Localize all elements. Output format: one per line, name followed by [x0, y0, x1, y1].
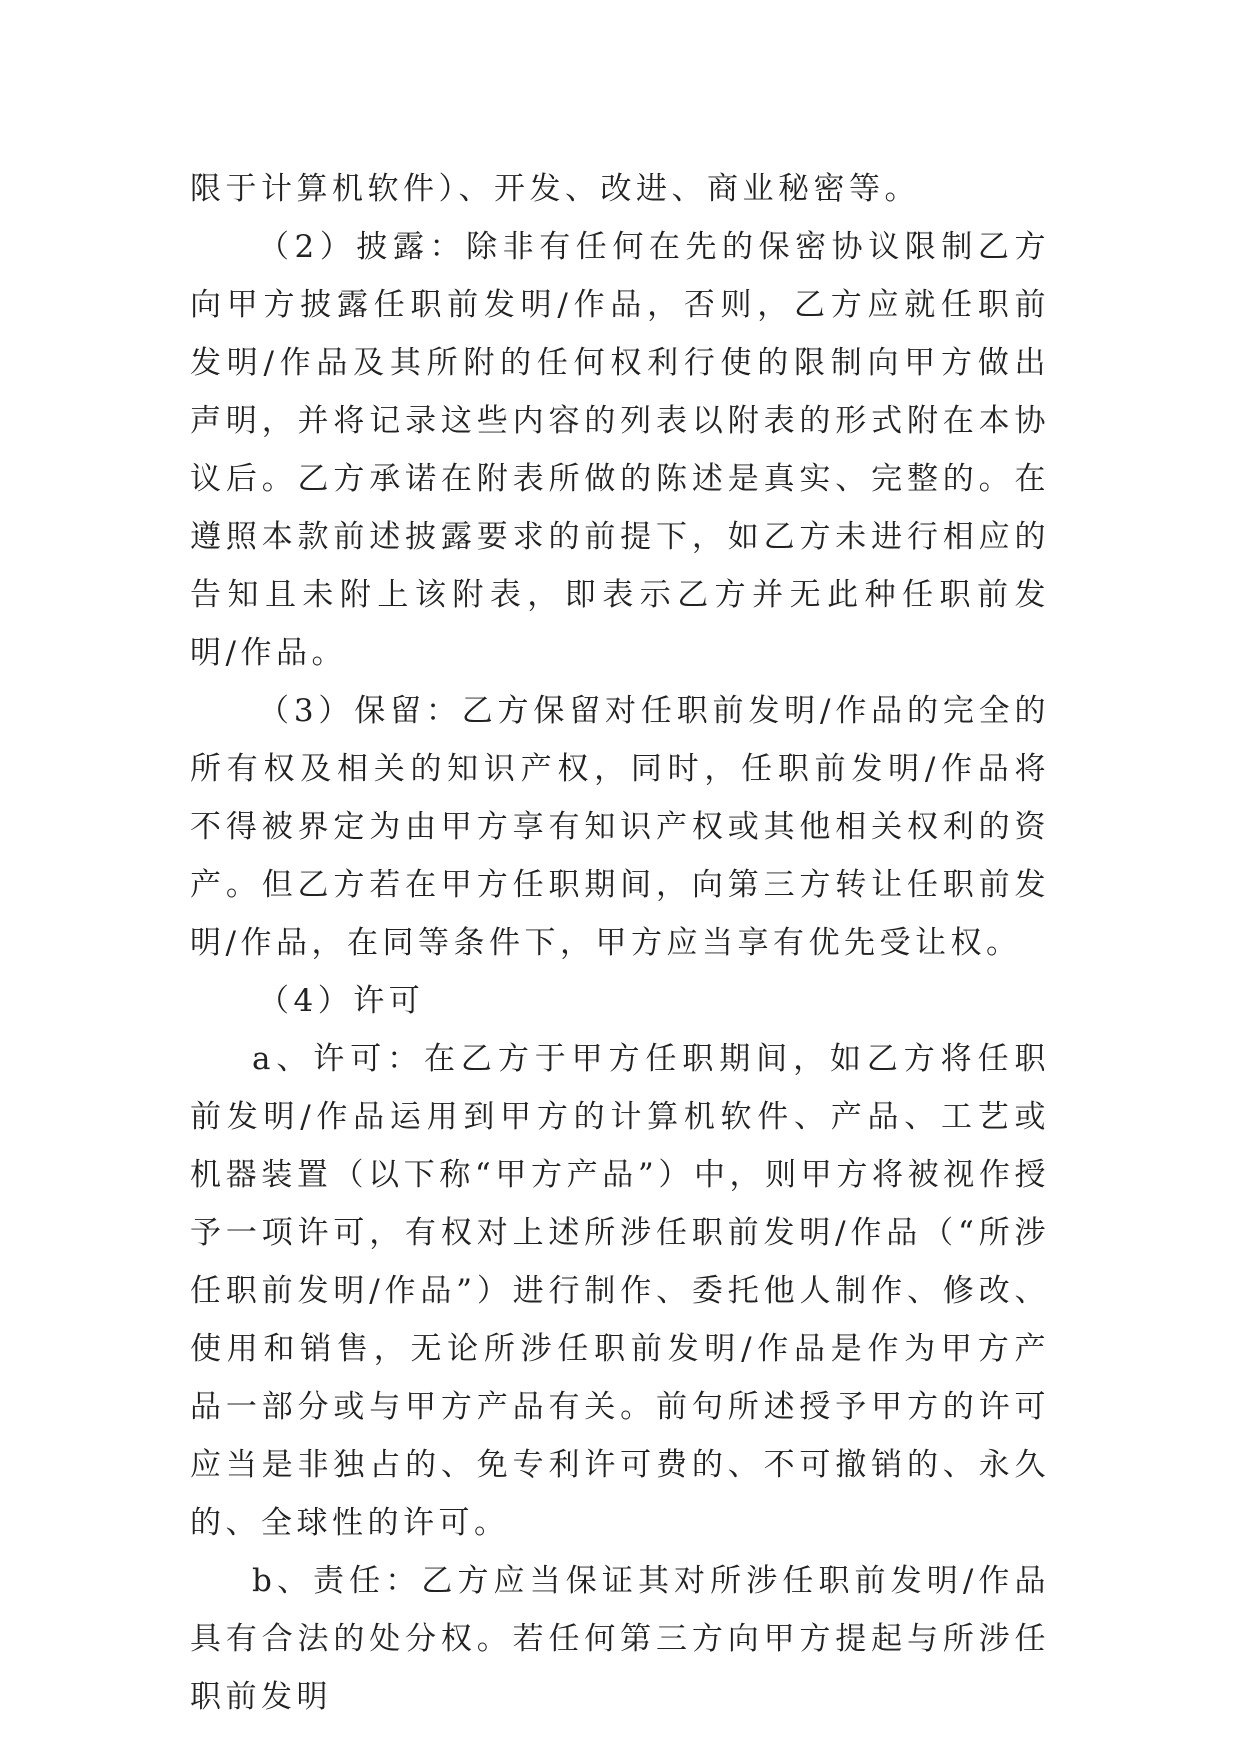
- paragraph-disclosure: （2）披露：除非有任何在先的保密协议限制乙方向甲方披露任职前发明/作品，否则，乙方应就任职前发明/作品及其所附的任何权利行使的限制向甲方做出声明，并将记录这些内容的列表以附表的形式附在本协议后。乙方承诺在附表所做的陈述是真实、完整的。在遵照本款前述披露要求的前提下，如乙方未进行相应的告知且未附上该附表，即表示乙方并无此种任职前发明/作品。: [190, 229, 1050, 671]
- paragraph-continuation: 限于计算机软件）、开发、改进、商业秘密等。: [190, 171, 920, 207]
- paragraph-license-grant: a、许可：在乙方于甲方任职期间，如乙方将任职前发明/作品运用到甲方的计算机软件、产品、工艺或机器装置（以下称“甲方产品”）中，则甲方将被视作授予一项许可，有权对上述所涉任职前发明/作品（“所涉任职前发明/作品”）进行制作、委托他人制作、修改、使用和销售，无论所涉任职前发明/作品是作为甲方产品一部分或与甲方产品有关。前句所述授予甲方的许可应当是非独占的、免专利许可费的、不可撤销的、永久的、全球性的许可。: [190, 1041, 1050, 1541]
- paragraph-retention: （3）保留：乙方保留对任职前发明/作品的完全的所有权及相关的知识产权，同时，任职前发明/作品将不得被界定为由甲方享有知识产权或其他相关权利的资产。但乙方若在甲方任职期间，向第三方转让任职前发明/作品，在同等条件下，甲方应当享有优先受让权。: [190, 693, 1050, 961]
- document-body: [190, 160, 1050, 1726]
- paragraph-liability: b、责任：乙方应当保证其对所涉任职前发明/作品具有合法的处分权。若任何第三方向甲方提起与所涉任职前发明: [190, 1563, 1050, 1715]
- paragraph-license-heading: （4）许可: [258, 983, 425, 1019]
